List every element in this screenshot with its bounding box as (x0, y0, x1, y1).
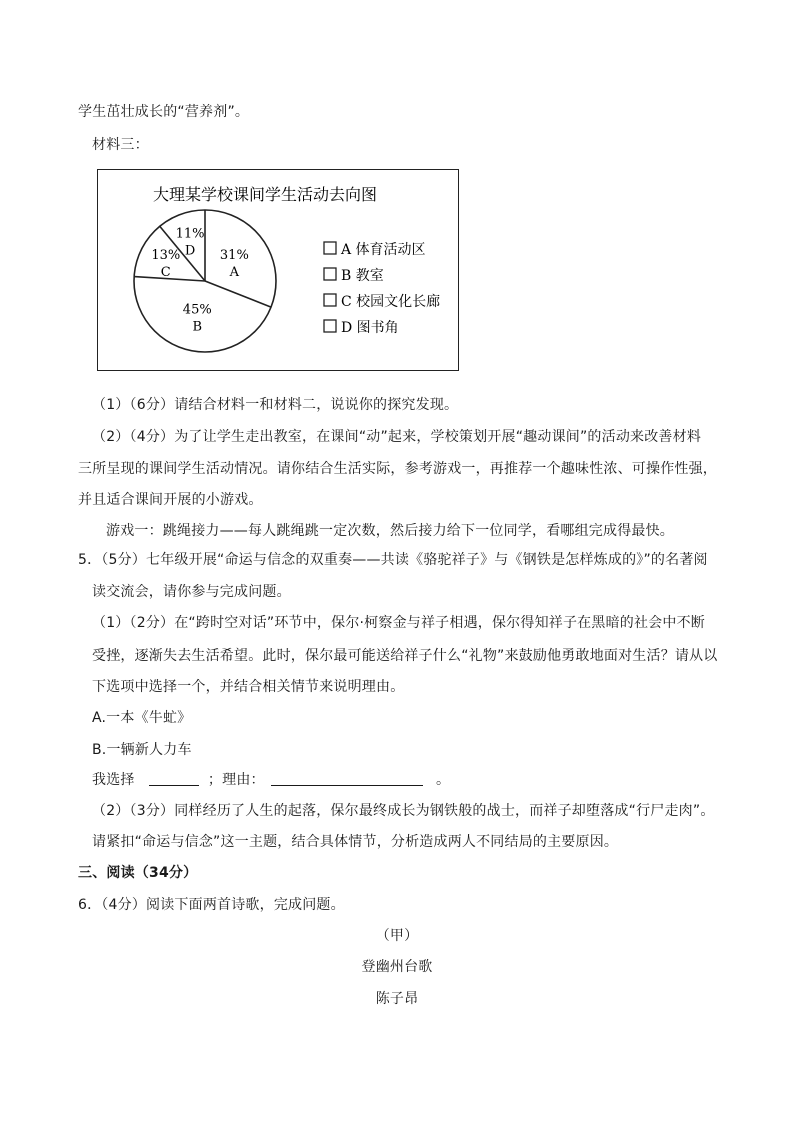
legend-box-c (324, 294, 336, 306)
slice-value-b: 45% (182, 302, 212, 318)
question-5-line2: 读交流会，请你参与完成问题。 (92, 584, 291, 600)
slice-letter-b: B (192, 319, 203, 335)
pie-chart-svg (98, 170, 460, 372)
legend-label-b: B 教室 (341, 268, 384, 284)
reason-blank[interactable] (271, 771, 423, 786)
question-5-2-line1: （2）（3分）同样经历了人生的起落，保尔最终成长为钢铁般的战士，而祥子却堕落成“行尸走肉”。 (92, 803, 715, 819)
option-a: A.一本《牛虻》 (92, 710, 192, 726)
choice-blank[interactable] (149, 771, 199, 786)
slice-value-c: 13% (151, 248, 181, 264)
legend-label-c: C 校园文化长廊 (341, 294, 441, 310)
legend-box-d (324, 320, 336, 332)
poem-marker: （甲） (375, 928, 419, 944)
question-5-1-line1: （1）（2分）在“跨时空对话”环节中，保尔·柯察金与祥子相遇，保尔得知祥子在黑暗的社会中不断 (92, 615, 705, 631)
answer-row (92, 769, 450, 789)
legend-label-d: D 图书角 (341, 320, 399, 336)
question-5-line1: 5．（5分）七年级开展“命运与信念的双重奏——共读《骆驼祥子》与《钢铁是怎样炼成的》”的名著阅 (78, 552, 708, 568)
question-4-2-line1: （2）（4分）为了让学生走出教室，在课间“动”起来，学校策划开展“趣动课间”的活动来改善材料 (92, 429, 702, 445)
game-one-example: 游戏一：跳绳接力——每人跳绳跳一定次数，然后接力给下一位同学，看哪组完成得最快。 (106, 523, 674, 539)
material-three-heading: 材料三： (92, 137, 149, 153)
slice-letter-d: D (184, 243, 196, 259)
slice-letter-c: C (160, 265, 171, 281)
activity-pie-chart-figure (97, 169, 459, 371)
option-b: B.一辆新人力车 (92, 742, 192, 758)
question-4-2-line2: 三所呈现的课间学生活动情况。请你结合生活实际，参考游戏一，再推荐一个趣味性浓、可操作性强， (78, 461, 717, 477)
slice-value-d: 11% (175, 226, 205, 242)
paragraph-continuation: 学生茁壮成长的“营养剂”。 (78, 104, 250, 120)
question-5-2-line2: 请紧扣“命运与信念”这一主题，结合具体情节，分析造成两人不同结局的主要原因。 (92, 834, 619, 850)
question-4-2-line3: 并且适合课间开展的小游戏。 (78, 492, 263, 508)
question-5-1-line3: 下选项中选择一个，并结合相关情节来说明理由。 (92, 679, 405, 695)
question-5-1-line2: 受挫，逐渐失去生活希望。此时，保尔最可能送给祥子什么“礼物”来鼓励他勇敢地面对生活？请从以 (92, 648, 718, 664)
slice-letter-a: A (229, 265, 240, 281)
chart-title: 大理某学校课间学生活动去向图 (153, 185, 378, 204)
legend-label-a: A 体育活动区 (341, 242, 426, 258)
choose-label: 我选择 (92, 772, 135, 788)
reason-label: ；理由： (207, 772, 265, 788)
question-6: 6．（4分）阅读下面两首诗歌，完成问题。 (78, 897, 345, 913)
end-mark: 。 (436, 772, 451, 788)
poem-title: 登幽州台歌 (361, 959, 433, 975)
legend-box-b (324, 268, 336, 280)
poem-author: 陈子昂 (375, 991, 419, 1007)
slice-value-a: 31% (219, 248, 249, 264)
question-4-1: （1）（6分）请结合材料一和材料二，说说你的探究发现。 (92, 397, 459, 413)
section-three-heading: 三、阅读（34分） (78, 865, 198, 881)
legend-box-a (324, 242, 336, 254)
